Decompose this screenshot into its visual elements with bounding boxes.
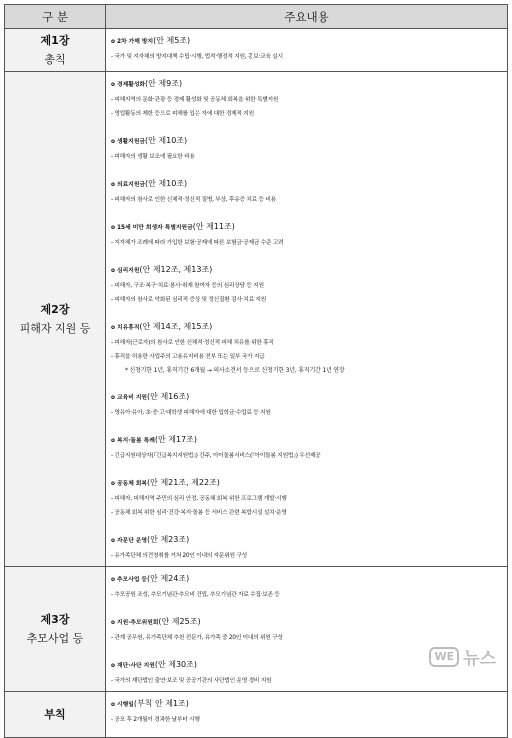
chapter-number: 제1장 bbox=[40, 34, 70, 47]
provision-detail: - 유가족단체 의견청취를 거쳐 20인 이내의 자문위원 구성 bbox=[111, 553, 247, 559]
provision-heading bbox=[111, 319, 505, 336]
provision-title: 복지·돌봄 특례 bbox=[117, 438, 155, 444]
provision-detail: - 지자체가 조례에 따라 가입한 보험·공제에 따른 보험금·공제금 수준 고려 bbox=[111, 240, 284, 246]
provision-title: 추모사업 등 bbox=[117, 577, 148, 583]
provision-detail: - 관계 공무원, 유가족단체 추천 전문가, 유가족 중 20인 이내의 위원 구성 bbox=[111, 635, 283, 641]
circle-bullet-icon: o bbox=[111, 538, 118, 544]
provision-detail: - 영업활동의 제한 등으로 피해를 입은 자에 대한 경제적 지원 bbox=[111, 111, 254, 117]
article-reference: (안 제5조) bbox=[153, 36, 191, 45]
provision-heading bbox=[111, 33, 505, 50]
chapter-title: 추모사업 등 bbox=[26, 632, 84, 645]
chapter-cell bbox=[5, 692, 106, 738]
provision-title: 경제활성화 bbox=[117, 82, 146, 88]
chapter-cell bbox=[5, 72, 106, 567]
provision-detail: - 추모공원 조성, 추모기념관·추모비 건립, 추모기념관 자료 수집·보존 등 bbox=[111, 592, 280, 598]
provision-heading bbox=[111, 262, 505, 279]
table-header-row bbox=[5, 5, 508, 29]
provision-title: 교육비 지원 bbox=[117, 395, 148, 401]
chapter-title: 총칙 bbox=[44, 53, 66, 66]
provision-detail: - 국가의 재단법인 출연·보조 및 공공기관의 사단법인 운영 경비 지원 bbox=[111, 678, 272, 684]
provision-title: 자문단 운영 bbox=[117, 538, 148, 544]
provision-detail: - 피해자의 생활 보조에 필요한 비용 bbox=[111, 154, 195, 160]
circle-bullet-icon: o bbox=[111, 325, 118, 331]
provision-detail: - 공포 후 2개월이 경과한 날부터 시행 bbox=[111, 717, 200, 723]
provision-heading bbox=[111, 614, 505, 631]
provision-title: 시행일 bbox=[117, 702, 134, 708]
circle-bullet-icon: o bbox=[111, 182, 118, 188]
provision-item bbox=[111, 33, 505, 64]
provision-title: 지원·추모위원회 bbox=[117, 620, 159, 626]
provision-heading bbox=[111, 133, 505, 150]
provision-title: 공동체 회복 bbox=[117, 481, 148, 487]
circle-bullet-icon: o bbox=[111, 268, 118, 274]
provision-title: 생활지원금 bbox=[117, 139, 146, 145]
provision-heading bbox=[111, 219, 505, 236]
provision-heading bbox=[111, 475, 505, 492]
circle-bullet-icon: o bbox=[111, 225, 118, 231]
provision-heading bbox=[111, 571, 505, 588]
provision-detail: - 피해자의 참사로 악화된 심리적 증상 및 정신질환 검사·치료 지원 bbox=[111, 297, 267, 303]
watermark-text: 뉴스 bbox=[463, 649, 496, 669]
chapter-number: 제3장 bbox=[40, 613, 70, 626]
provision-item bbox=[111, 696, 505, 727]
content-cell bbox=[106, 29, 508, 72]
section-row bbox=[5, 567, 508, 692]
provision-item bbox=[111, 219, 505, 250]
provision-item bbox=[111, 319, 505, 377]
section-row bbox=[5, 29, 508, 72]
article-reference: (안 제30조) bbox=[154, 660, 197, 669]
circle-bullet-icon: o bbox=[111, 663, 118, 669]
provision-item bbox=[111, 176, 505, 207]
article-reference: (안 제11조) bbox=[192, 222, 235, 231]
provision-detail: - 긴급지원대상자(『긴급복지지원법』) 간주, 아이돌봄서비스(『아이돌봄 지원법』) 우선제공 bbox=[111, 453, 321, 459]
provision-item bbox=[111, 389, 505, 420]
provision-item bbox=[111, 571, 505, 602]
provision-title: 심리지원 bbox=[117, 268, 140, 274]
provision-detail: - 휴직을 허용한 사업주의 고용유지비용 전부 또는 일부 국가 지급 bbox=[111, 354, 265, 360]
provision-item bbox=[111, 133, 505, 164]
chapter-title: 부칙 bbox=[44, 708, 66, 721]
provision-title: 15세 미만 희생자 특별지원금 bbox=[117, 225, 193, 231]
provision-item bbox=[111, 475, 505, 520]
article-reference: (안 제16조) bbox=[147, 392, 190, 401]
article-reference: (안 제10조) bbox=[145, 179, 188, 188]
provision-item bbox=[111, 532, 505, 563]
chapter-number: 제2장 bbox=[40, 303, 70, 316]
provision-detail: - 피해지역의 문화·관광 등 경제 활성화 및 공동체 회복을 위한 특별지원 bbox=[111, 97, 279, 103]
circle-bullet-icon: o bbox=[111, 577, 118, 583]
article-reference: (안 제10조) bbox=[145, 136, 188, 145]
provision-heading bbox=[111, 532, 505, 549]
watermark-badge: WE bbox=[429, 647, 459, 667]
content-cell bbox=[106, 692, 508, 738]
provision-detail: - 국가 및 지자체의 방지대책 수립·시행, 법적·행정적 지원, 홍보·교육 실시 bbox=[111, 54, 283, 60]
article-reference: (부칙 안 제1조) bbox=[133, 699, 189, 708]
provision-heading bbox=[111, 432, 505, 449]
chapter-title: 피해자 지원 등 bbox=[19, 322, 91, 335]
article-reference: (안 제17조) bbox=[154, 435, 197, 444]
circle-bullet-icon: o bbox=[111, 620, 118, 626]
circle-bullet-icon: o bbox=[111, 702, 118, 708]
header-category: 구 분 bbox=[5, 5, 106, 29]
article-reference: (안 제14조, 제15조) bbox=[139, 322, 213, 331]
section-row bbox=[5, 72, 508, 567]
article-reference: (안 제12조, 제13조) bbox=[139, 265, 213, 274]
section-row bbox=[5, 692, 508, 738]
provision-detail: - 공동체 회복 위한 심리·건강·복지·돌봄 등 서비스 관련 복합시설 설치·운영 bbox=[111, 510, 287, 516]
provision-heading bbox=[111, 389, 505, 406]
chapter-cell bbox=[5, 29, 106, 72]
provision-detail: - 피해자, 구조·복구·치료·봉사·취재 참여자 등의 심리상담 등 지원 bbox=[111, 283, 264, 289]
provision-item bbox=[111, 262, 505, 307]
circle-bullet-icon: o bbox=[111, 82, 118, 88]
circle-bullet-icon: o bbox=[111, 39, 118, 45]
article-reference: (안 제9조) bbox=[145, 79, 183, 88]
provision-title: 의료지원금 bbox=[117, 182, 146, 188]
provision-detail: - 피해자, 피해지역 주민의 심리 안정, 공동체 회복 위한 프로그램 개발·시행 bbox=[111, 496, 287, 502]
provision-heading bbox=[111, 696, 505, 713]
article-reference: (안 제21조, 제22조) bbox=[147, 478, 220, 487]
provision-title: 2차 가해 방지 bbox=[117, 39, 154, 45]
article-reference: (안 제25조) bbox=[158, 617, 201, 626]
header-content: 주요내용 bbox=[106, 5, 508, 29]
provision-detail: - 피해자(근로자)의 참사로 인한 신체적·정신적 피해 치유를 위한 휴직 bbox=[111, 340, 274, 346]
provision-heading bbox=[111, 176, 505, 193]
publisher-watermark bbox=[429, 644, 496, 669]
provision-item bbox=[111, 614, 505, 645]
circle-bullet-icon: o bbox=[111, 395, 118, 401]
circle-bullet-icon: o bbox=[111, 438, 118, 444]
provision-item bbox=[111, 76, 505, 121]
law-summary-table bbox=[4, 4, 508, 738]
content-cell bbox=[106, 72, 508, 567]
provision-detail: - 영유아·유아, 초·중·고·대학생 피해자에 대한 입학금·수업료 등 지원 bbox=[111, 410, 271, 416]
provision-heading bbox=[111, 76, 505, 93]
provision-note: * 신청기한 1년, 휴직기간 6개월 → 의사소견서 등으로 신청기한 3년, 휴직기간 1년 연장 bbox=[125, 367, 345, 374]
article-reference: (안 제24조) bbox=[147, 574, 190, 583]
chapter-cell bbox=[5, 567, 106, 692]
provision-title: 재단·사단 지원 bbox=[117, 663, 155, 669]
circle-bullet-icon: o bbox=[111, 139, 118, 145]
circle-bullet-icon: o bbox=[111, 481, 118, 487]
article-reference: (안 제23조) bbox=[147, 535, 190, 544]
provision-item bbox=[111, 432, 505, 463]
provision-detail: - 피해자의 참사로 인한 신체적·정신적 질병, 부상, 후유증 치료 등 비용 bbox=[111, 197, 276, 203]
provision-title: 치유휴직 bbox=[117, 325, 140, 331]
content-cell bbox=[106, 567, 508, 692]
